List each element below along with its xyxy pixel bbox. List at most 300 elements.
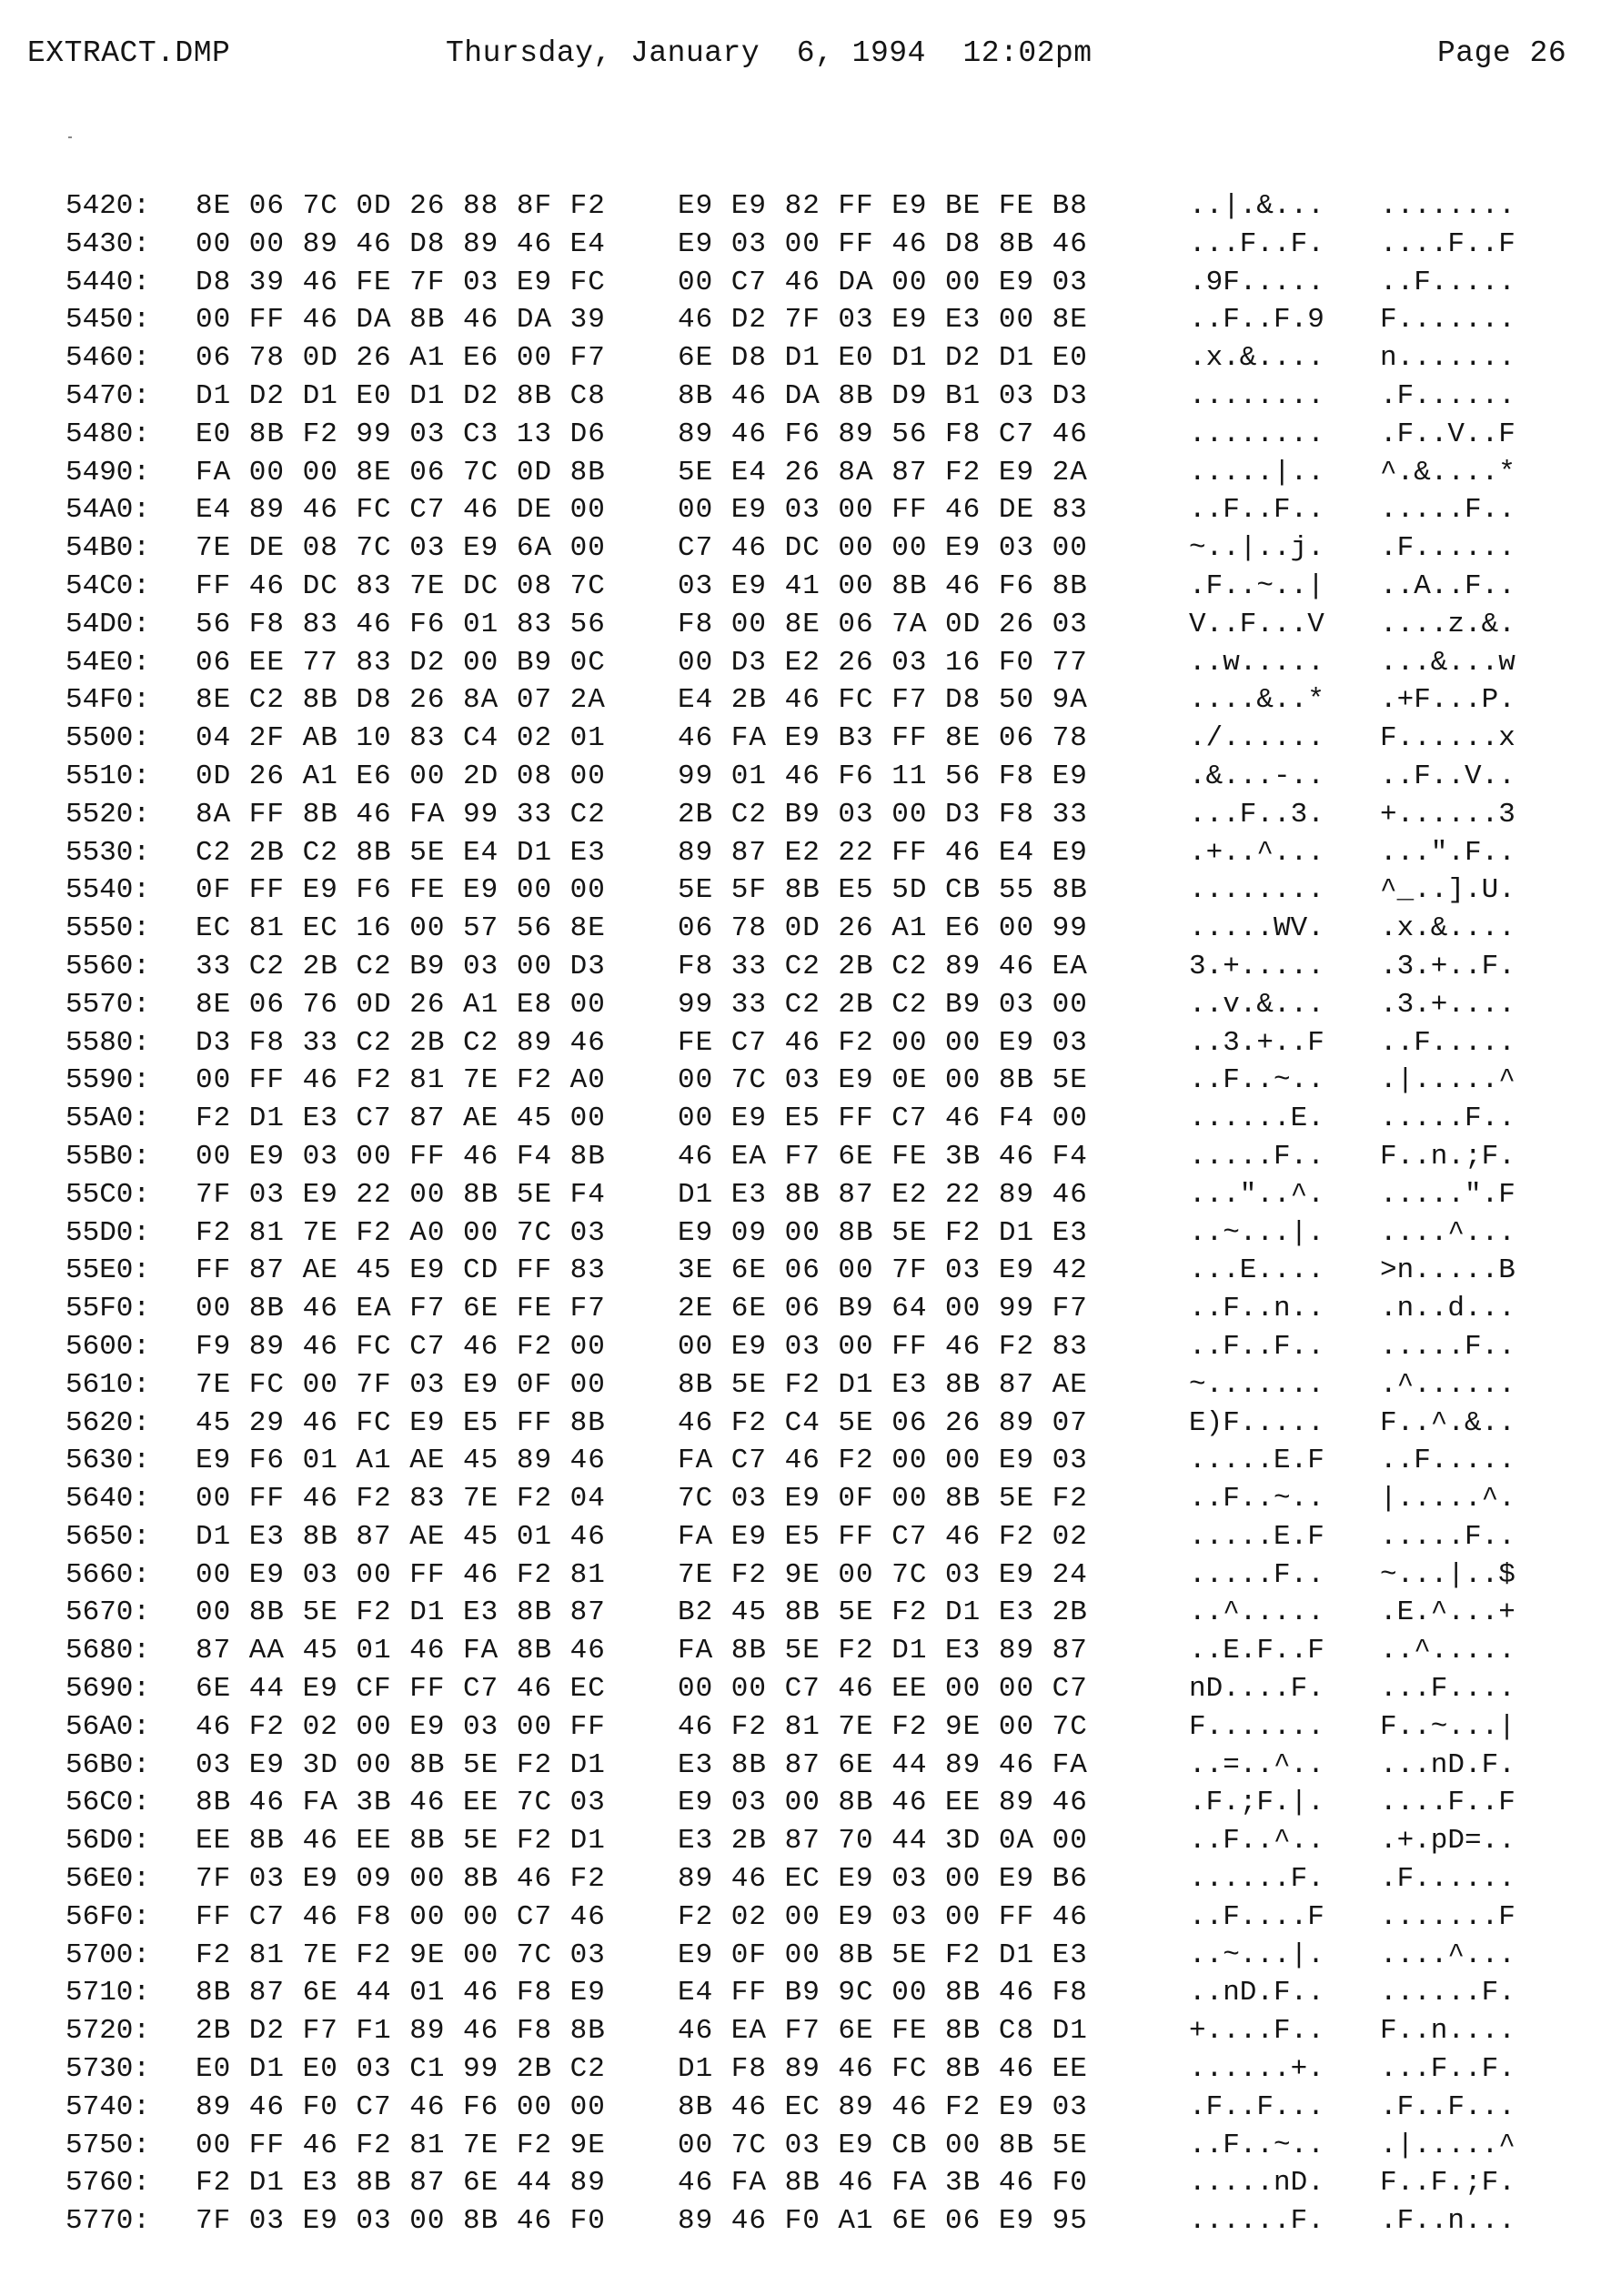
row-address: 5690: (65, 1673, 151, 1706)
row-ascii-left: ..F....F (1189, 1900, 1324, 1933)
row-hex-left: 8E 06 76 0D 26 A1 E8 00 (196, 988, 606, 1021)
row-ascii-left: ........ (1189, 874, 1324, 907)
row-address: 5480: (65, 418, 151, 450)
row-ascii-left: ~..|..j. (1189, 532, 1324, 565)
row-hex-left: 33 C2 2B C2 B9 03 00 D3 (196, 950, 606, 982)
row-ascii-right: F......x (1380, 722, 1515, 755)
row-ascii-right: .F...... (1380, 532, 1515, 565)
row-ascii-left: ..F..^.. (1189, 1825, 1324, 1858)
dump-row (0, 2201, 1601, 2240)
row-hex-left: 06 78 0D 26 A1 E6 00 F7 (196, 342, 606, 375)
row-ascii-left: ...F..F. (1189, 227, 1324, 260)
row-ascii-right: ....F..F (1380, 1787, 1515, 1819)
row-address: 5530: (65, 836, 151, 869)
row-ascii-left: 3.+..... (1189, 950, 1324, 982)
dump-row (0, 1404, 1601, 1442)
row-ascii-left: ........ (1189, 379, 1324, 412)
row-hex-left: 7F 03 E9 22 00 8B 5E F4 (196, 1178, 606, 1211)
row-address: 5610: (65, 1368, 151, 1401)
dump-row (0, 1327, 1601, 1365)
dump-row (0, 1707, 1601, 1746)
row-address: 56F0: (65, 1900, 151, 1933)
row-ascii-left: ..."..^. (1189, 1178, 1324, 1211)
row-hex-right: E9 03 00 FF 46 D8 8B 46 (678, 227, 1088, 260)
row-hex-right: 6E D8 D1 E0 D1 D2 D1 E0 (678, 342, 1088, 375)
row-hex-right: 89 46 F0 A1 6E 06 E9 95 (678, 2205, 1088, 2238)
row-address: 5770: (65, 2205, 151, 2238)
row-hex-right: 46 EA F7 6E FE 8B C8 D1 (678, 2015, 1088, 2048)
row-hex-right: F8 00 8E 06 7A 0D 26 03 (678, 608, 1088, 640)
row-ascii-right: .F...... (1380, 1863, 1515, 1896)
row-hex-left: 00 FF 46 F2 83 7E F2 04 (196, 1483, 606, 1516)
dump-row (0, 757, 1601, 795)
dump-row (0, 605, 1601, 643)
row-address: 54B0: (65, 532, 151, 565)
row-hex-left: D3 F8 33 C2 2B C2 89 46 (196, 1026, 606, 1059)
row-ascii-right: ..F..... (1380, 1026, 1515, 1059)
row-ascii-right: .F...... (1380, 379, 1515, 412)
row-ascii-right: ...F.... (1380, 1673, 1515, 1706)
row-hex-right: 00 E9 03 00 FF 46 F2 83 (678, 1330, 1088, 1363)
dump-row (0, 1479, 1601, 1517)
row-hex-left: FA 00 00 8E 06 7C 0D 8B (196, 456, 606, 488)
row-ascii-left: ..F..~.. (1189, 1483, 1324, 1516)
row-address: 5600: (65, 1330, 151, 1363)
row-hex-left: 45 29 46 FC E9 E5 FF 8B (196, 1406, 606, 1439)
row-ascii-left: ..F..F.9 (1189, 304, 1324, 337)
dump-row (0, 529, 1601, 567)
row-hex-left: F2 D1 E3 C7 87 AE 45 00 (196, 1103, 606, 1135)
row-address: 5640: (65, 1483, 151, 1516)
dump-row (0, 2163, 1601, 2201)
row-hex-left: 87 AA 45 01 46 FA 8B 46 (196, 1635, 606, 1667)
row-ascii-right: >n.....B (1380, 1254, 1515, 1287)
row-ascii-right: ....F..F (1380, 227, 1515, 260)
row-hex-right: FA 8B 5E F2 D1 E3 89 87 (678, 1635, 1088, 1667)
row-ascii-right: .n..d... (1380, 1293, 1515, 1325)
row-ascii-right: .......F (1380, 1900, 1515, 1933)
row-ascii-right: ^_..].U. (1380, 874, 1515, 907)
row-ascii-right: .....F.. (1380, 1103, 1515, 1135)
row-address: 56C0: (65, 1787, 151, 1819)
row-hex-left: 00 FF 46 DA 8B 46 DA 39 (196, 304, 606, 337)
row-hex-right: FE C7 46 F2 00 00 E9 03 (678, 1026, 1088, 1059)
row-hex-right: B2 45 8B 5E F2 D1 E3 2B (678, 1596, 1088, 1629)
scan-speck (68, 136, 72, 138)
row-ascii-left: .+..^... (1189, 836, 1324, 869)
row-ascii-right: ...nD.F. (1380, 1748, 1515, 1781)
row-ascii-right: .E.^...+ (1380, 1596, 1515, 1629)
row-ascii-right: |.....^. (1380, 1483, 1515, 1516)
row-ascii-right: .F..n... (1380, 2205, 1515, 2238)
dump-row (0, 1175, 1601, 1213)
row-hex-left: FF C7 46 F8 00 00 C7 46 (196, 1900, 606, 1933)
row-hex-right: 00 7C 03 E9 CB 00 8B 5E (678, 2129, 1088, 2161)
row-hex-left: 00 00 89 46 D8 89 46 E4 (196, 227, 606, 260)
row-hex-left: 6E 44 E9 CF FF C7 46 EC (196, 1673, 606, 1706)
row-hex-right: E9 03 00 8B 46 EE 89 46 (678, 1787, 1088, 1819)
row-hex-right: 5E 5F 8B E5 5D CB 55 8B (678, 874, 1088, 907)
dump-row (0, 1669, 1601, 1707)
row-ascii-right: ..A..F.. (1380, 569, 1515, 602)
row-ascii-right: ..F..... (1380, 266, 1515, 298)
row-address: 5570: (65, 988, 151, 1021)
row-ascii-right: ......F. (1380, 1977, 1515, 2009)
dump-row (0, 833, 1601, 871)
row-address: 5630: (65, 1445, 151, 1477)
row-ascii-left: .&...-.. (1189, 760, 1324, 792)
row-ascii-right: .....F.. (1380, 1520, 1515, 1553)
dump-row (0, 680, 1601, 719)
row-address: 5720: (65, 2015, 151, 2048)
row-hex-right: D1 E3 8B 87 E2 22 89 46 (678, 1178, 1088, 1211)
row-ascii-left: ./...... (1189, 722, 1324, 755)
row-hex-left: D8 39 46 FE 7F 03 E9 FC (196, 266, 606, 298)
row-ascii-right: F..~...| (1380, 1710, 1515, 1743)
row-address: 5540: (65, 874, 151, 907)
row-ascii-right: F..n.... (1380, 2015, 1515, 2048)
header-filename: EXTRACT.DMP (27, 36, 231, 70)
row-address: 54D0: (65, 608, 151, 640)
dump-row (0, 1023, 1601, 1062)
row-address: 56E0: (65, 1863, 151, 1896)
row-ascii-right: .....F.. (1380, 494, 1515, 527)
row-ascii-right: ..F..... (1380, 1445, 1515, 1477)
row-hex-right: 7E F2 9E 00 7C 03 E9 24 (678, 1558, 1088, 1591)
row-ascii-left: .F.;F.|. (1189, 1787, 1324, 1819)
row-hex-right: 46 FA E9 B3 FF 8E 06 78 (678, 722, 1088, 755)
dump-row (0, 1213, 1601, 1252)
row-ascii-left: ..v.&... (1189, 988, 1324, 1021)
row-hex-left: 8B 87 6E 44 01 46 F8 E9 (196, 1977, 606, 2009)
row-hex-right: FA E9 E5 FF C7 46 F2 02 (678, 1520, 1088, 1553)
row-hex-left: 8E 06 7C 0D 26 88 8F F2 (196, 190, 606, 222)
row-hex-left: 00 FF 46 F2 81 7E F2 A0 (196, 1064, 606, 1097)
row-hex-left: 06 EE 77 83 D2 00 B9 0C (196, 646, 606, 679)
row-hex-left: F2 81 7E F2 A0 00 7C 03 (196, 1216, 606, 1249)
row-hex-right: E4 FF B9 9C 00 8B 46 F8 (678, 1977, 1088, 2009)
row-ascii-left: .....E.F (1189, 1445, 1324, 1477)
row-ascii-right: ...&...w (1380, 646, 1515, 679)
row-hex-right: 5E E4 26 8A 87 F2 E9 2A (678, 456, 1088, 488)
row-ascii-right: ....^... (1380, 1216, 1515, 1249)
row-ascii-right: F..F.;F. (1380, 2167, 1515, 2200)
row-ascii-right: .+F...P. (1380, 684, 1515, 717)
row-hex-right: 03 E9 41 00 8B 46 F6 8B (678, 569, 1088, 602)
row-ascii-left: ..|.&... (1189, 190, 1324, 222)
dump-row (0, 1821, 1601, 1859)
row-address: 5490: (65, 456, 151, 488)
row-ascii-left: ~....... (1189, 1368, 1324, 1401)
row-ascii-left: .F..~..| (1189, 569, 1324, 602)
row-hex-left: 56 F8 83 46 F6 01 83 56 (196, 608, 606, 640)
row-ascii-right: F..n.;F. (1380, 1140, 1515, 1173)
row-address: 5620: (65, 1406, 151, 1439)
dump-row (0, 2011, 1601, 2049)
dump-row (0, 300, 1601, 338)
row-hex-left: 00 FF 46 F2 81 7E F2 9E (196, 2129, 606, 2161)
dump-row (0, 1631, 1601, 1669)
row-hex-right: 46 F2 C4 5E 06 26 89 07 (678, 1406, 1088, 1439)
row-address: 5730: (65, 2053, 151, 2086)
dump-row (0, 1783, 1601, 1821)
row-hex-left: 8A FF 8B 46 FA 99 33 C2 (196, 798, 606, 831)
row-hex-left: 00 E9 03 00 FF 46 F2 81 (196, 1558, 606, 1591)
row-hex-right: F8 33 C2 2B C2 89 46 EA (678, 950, 1088, 982)
row-ascii-left: .x.&.... (1189, 342, 1324, 375)
row-hex-left: 03 E9 3D 00 8B 5E F2 D1 (196, 1748, 606, 1781)
row-address: 5650: (65, 1520, 151, 1553)
row-ascii-left: ..~...|. (1189, 1216, 1324, 1249)
dump-row (0, 1859, 1601, 1898)
row-ascii-right: .+.pD=.. (1380, 1825, 1515, 1858)
dump-row (0, 2126, 1601, 2164)
row-hex-right: 00 7C 03 E9 0E 00 8B 5E (678, 1064, 1088, 1097)
row-ascii-left: .....F.. (1189, 1558, 1324, 1591)
row-ascii-left: ...F..3. (1189, 798, 1324, 831)
row-hex-left: 7E DE 08 7C 03 E9 6A 00 (196, 532, 606, 565)
dump-row (0, 2049, 1601, 2088)
row-ascii-right: ....z.&. (1380, 608, 1515, 640)
row-ascii-left: ..w..... (1189, 646, 1324, 679)
row-hex-right: 99 01 46 F6 11 56 F8 E9 (678, 760, 1088, 792)
row-hex-right: E3 8B 87 6E 44 89 46 FA (678, 1748, 1088, 1781)
row-hex-right: D1 F8 89 46 FC 8B 46 EE (678, 2053, 1088, 2086)
dump-row (0, 909, 1601, 947)
row-address: 5500: (65, 722, 151, 755)
row-ascii-left: ......+. (1189, 2053, 1324, 2086)
row-hex-left: 7E FC 00 7F 03 E9 0F 00 (196, 1368, 606, 1401)
row-hex-right: F2 02 00 E9 03 00 FF 46 (678, 1900, 1088, 1933)
row-ascii-right: ^.&....* (1380, 456, 1515, 488)
row-ascii-left: .....WV. (1189, 912, 1324, 945)
row-ascii-right: .....".F (1380, 1178, 1515, 1211)
row-ascii-left: .9F..... (1189, 266, 1324, 298)
row-hex-left: D1 D2 D1 E0 D1 D2 8B C8 (196, 379, 606, 412)
row-ascii-left: ......F. (1189, 1863, 1324, 1896)
row-ascii-right: .3.+..F. (1380, 950, 1515, 982)
row-hex-right: E9 0F 00 8B 5E F2 D1 E3 (678, 1939, 1088, 1971)
row-hex-right: 99 33 C2 2B C2 B9 03 00 (678, 988, 1088, 1021)
row-hex-left: F2 81 7E F2 9E 00 7C 03 (196, 1939, 606, 1971)
dump-row (0, 1289, 1601, 1327)
row-hex-left: 7F 03 E9 03 00 8B 46 F0 (196, 2205, 606, 2238)
dump-row (0, 1593, 1601, 1631)
row-hex-left: F9 89 46 FC C7 46 F2 00 (196, 1330, 606, 1363)
dump-row (0, 1898, 1601, 1936)
row-hex-left: 46 F2 02 00 E9 03 00 FF (196, 1710, 606, 1743)
row-hex-right: E9 E9 82 FF E9 BE FE B8 (678, 190, 1088, 222)
row-ascii-left: ..F..F.. (1189, 1330, 1324, 1363)
dump-row (0, 985, 1601, 1023)
row-address: 56B0: (65, 1748, 151, 1781)
row-ascii-right: F....... (1380, 304, 1515, 337)
row-address: 54F0: (65, 684, 151, 717)
row-hex-right: 8B 46 EC 89 46 F2 E9 03 (678, 2090, 1088, 2123)
row-ascii-left: ........ (1189, 418, 1324, 450)
row-hex-right: 2B C2 B9 03 00 D3 F8 33 (678, 798, 1088, 831)
dump-row (0, 643, 1601, 681)
row-address: 55A0: (65, 1103, 151, 1135)
dump-row (0, 719, 1601, 757)
dump-row (0, 338, 1601, 377)
row-ascii-right: ........ (1380, 190, 1515, 222)
row-hex-right: 00 E9 E5 FF C7 46 F4 00 (678, 1103, 1088, 1135)
dump-row (0, 415, 1601, 453)
row-hex-right: 46 F2 81 7E F2 9E 00 7C (678, 1710, 1088, 1743)
row-ascii-left: ..^..... (1189, 1596, 1324, 1629)
row-hex-right: E3 2B 87 70 44 3D 0A 00 (678, 1825, 1088, 1858)
row-hex-right: 2E 6E 06 B9 64 00 99 F7 (678, 1293, 1088, 1325)
dump-row (0, 225, 1601, 263)
dump-row (0, 1365, 1601, 1404)
dump-row (0, 1137, 1601, 1175)
dump-row (0, 263, 1601, 301)
row-hex-left: 00 E9 03 00 FF 46 F4 8B (196, 1140, 606, 1173)
row-ascii-right: ..^..... (1380, 1635, 1515, 1667)
row-ascii-right: ...".F.. (1380, 836, 1515, 869)
row-ascii-right: F..^.&.. (1380, 1406, 1515, 1439)
row-ascii-left: ..3.+..F (1189, 1026, 1324, 1059)
dump-row (0, 377, 1601, 415)
row-ascii-right: .x.&.... (1380, 912, 1515, 945)
row-address: 5440: (65, 266, 151, 298)
row-address: 5420: (65, 190, 151, 222)
dump-row (0, 1556, 1601, 1594)
row-address: 56A0: (65, 1710, 151, 1743)
row-address: 5710: (65, 1977, 151, 2009)
dump-row (0, 186, 1601, 225)
dump-row (0, 1936, 1601, 1974)
row-hex-right: 46 FA 8B 46 FA 3B 46 F0 (678, 2167, 1088, 2200)
row-hex-left: EC 81 EC 16 00 57 56 8E (196, 912, 606, 945)
row-hex-right: 89 46 F6 89 56 F8 C7 46 (678, 418, 1088, 450)
row-ascii-right: .|.....^ (1380, 2129, 1515, 2161)
row-hex-left: 04 2F AB 10 83 C4 02 01 (196, 722, 606, 755)
row-hex-left: 2B D2 F7 F1 89 46 F8 8B (196, 2015, 606, 2048)
row-address: 55E0: (65, 1254, 151, 1287)
row-ascii-left: .....F.. (1189, 1140, 1324, 1173)
row-hex-right: FA C7 46 F2 00 00 E9 03 (678, 1445, 1088, 1477)
row-hex-right: 7C 03 E9 0F 00 8B 5E F2 (678, 1483, 1088, 1516)
row-hex-right: 06 78 0D 26 A1 E6 00 99 (678, 912, 1088, 945)
row-ascii-right: +......3 (1380, 798, 1515, 831)
row-hex-right: 3E 6E 06 00 7F 03 E9 42 (678, 1254, 1088, 1287)
dump-row (0, 947, 1601, 985)
row-ascii-right: ...F..F. (1380, 2053, 1515, 2086)
row-address: 55F0: (65, 1293, 151, 1325)
row-address: 56D0: (65, 1825, 151, 1858)
hex-dump-table (0, 186, 1601, 2240)
row-address: 5750: (65, 2129, 151, 2161)
row-hex-right: C7 46 DC 00 00 E9 03 00 (678, 532, 1088, 565)
row-ascii-right: ~...|..$ (1380, 1558, 1515, 1591)
row-ascii-left: V..F...V (1189, 608, 1324, 640)
row-address: 5510: (65, 760, 151, 792)
row-ascii-left: ..=..^.. (1189, 1748, 1324, 1781)
row-hex-left: FF 87 AE 45 E9 CD FF 83 (196, 1254, 606, 1287)
dump-row (0, 1746, 1601, 1784)
row-ascii-left: ......E. (1189, 1103, 1324, 1135)
dump-row (0, 1973, 1601, 2011)
row-hex-left: E4 89 46 FC C7 46 DE 00 (196, 494, 606, 527)
row-ascii-right: ..F..V.. (1380, 760, 1515, 792)
row-ascii-left: .....E.F (1189, 1520, 1324, 1553)
row-ascii-right: .F..F... (1380, 2090, 1515, 2123)
row-address: 5760: (65, 2167, 151, 2200)
row-ascii-left: ...E.... (1189, 1254, 1324, 1287)
header-page-number: Page 26 (1437, 36, 1567, 70)
row-ascii-left: +....F.. (1189, 2015, 1324, 2048)
row-address: 55C0: (65, 1178, 151, 1211)
row-ascii-right: .F..V..F (1380, 418, 1515, 450)
row-hex-left: 8E C2 8B D8 26 8A 07 2A (196, 684, 606, 717)
row-address: 55D0: (65, 1216, 151, 1249)
row-hex-left: E0 D1 E0 03 C1 99 2B C2 (196, 2053, 606, 2086)
row-hex-left: 0F FF E9 F6 FE E9 00 00 (196, 874, 606, 907)
row-ascii-left: .F..F... (1189, 2090, 1324, 2123)
row-address: 5660: (65, 1558, 151, 1591)
row-hex-left: FF 46 DC 83 7E DC 08 7C (196, 569, 606, 602)
row-address: 5700: (65, 1939, 151, 1971)
row-hex-left: 89 46 F0 C7 46 F6 00 00 (196, 2090, 606, 2123)
dump-row (0, 1251, 1601, 1289)
row-ascii-left: ..F..~.. (1189, 2129, 1324, 2161)
row-ascii-left: ..nD.F.. (1189, 1977, 1324, 2009)
row-address: 5680: (65, 1635, 151, 1667)
row-address: 5470: (65, 379, 151, 412)
row-address: 5460: (65, 342, 151, 375)
row-ascii-right: ....^... (1380, 1939, 1515, 1971)
row-ascii-right: n....... (1380, 342, 1515, 375)
row-hex-right: 00 D3 E2 26 03 16 F0 77 (678, 646, 1088, 679)
row-address: 5550: (65, 912, 151, 945)
row-address: 54A0: (65, 494, 151, 527)
row-ascii-left: ..F..F.. (1189, 494, 1324, 527)
dump-row (0, 1061, 1601, 1099)
header-datetime: Thursday, January 6, 1994 12:02pm (446, 36, 1093, 70)
row-address: 55B0: (65, 1140, 151, 1173)
row-ascii-left: .....nD. (1189, 2167, 1324, 2200)
row-hex-left: 00 8B 5E F2 D1 E3 8B 87 (196, 1596, 606, 1629)
row-ascii-left: ......F. (1189, 2205, 1324, 2238)
row-ascii-left: ..~...|. (1189, 1939, 1324, 1971)
row-ascii-left: ..F..n.. (1189, 1293, 1324, 1325)
row-hex-left: D1 E3 8B 87 AE 45 01 46 (196, 1520, 606, 1553)
row-ascii-right: .^...... (1380, 1368, 1515, 1401)
row-hex-left: 7F 03 E9 09 00 8B 46 F2 (196, 1863, 606, 1896)
row-ascii-left: nD....F. (1189, 1673, 1324, 1706)
row-hex-right: 00 00 C7 46 EE 00 00 C7 (678, 1673, 1088, 1706)
row-address: 5430: (65, 227, 151, 260)
row-hex-left: 8B 46 FA 3B 46 EE 7C 03 (196, 1787, 606, 1819)
row-hex-right: 8B 5E F2 D1 E3 8B 87 AE (678, 1368, 1088, 1401)
row-address: 5590: (65, 1064, 151, 1097)
row-address: 54C0: (65, 569, 151, 602)
row-hex-right: 89 46 EC E9 03 00 E9 B6 (678, 1863, 1088, 1896)
dump-row (0, 453, 1601, 491)
row-hex-right: 8B 46 DA 8B D9 B1 03 D3 (678, 379, 1088, 412)
row-address: 5580: (65, 1026, 151, 1059)
row-ascii-left: ..E.F..F (1189, 1635, 1324, 1667)
row-address: 5450: (65, 304, 151, 337)
row-hex-left: 0D 26 A1 E6 00 2D 08 00 (196, 760, 606, 792)
row-address: 5740: (65, 2090, 151, 2123)
dump-row (0, 871, 1601, 909)
row-ascii-right: .3.+.... (1380, 988, 1515, 1021)
dump-row (0, 1099, 1601, 1137)
row-ascii-right: .....F.. (1380, 1330, 1515, 1363)
